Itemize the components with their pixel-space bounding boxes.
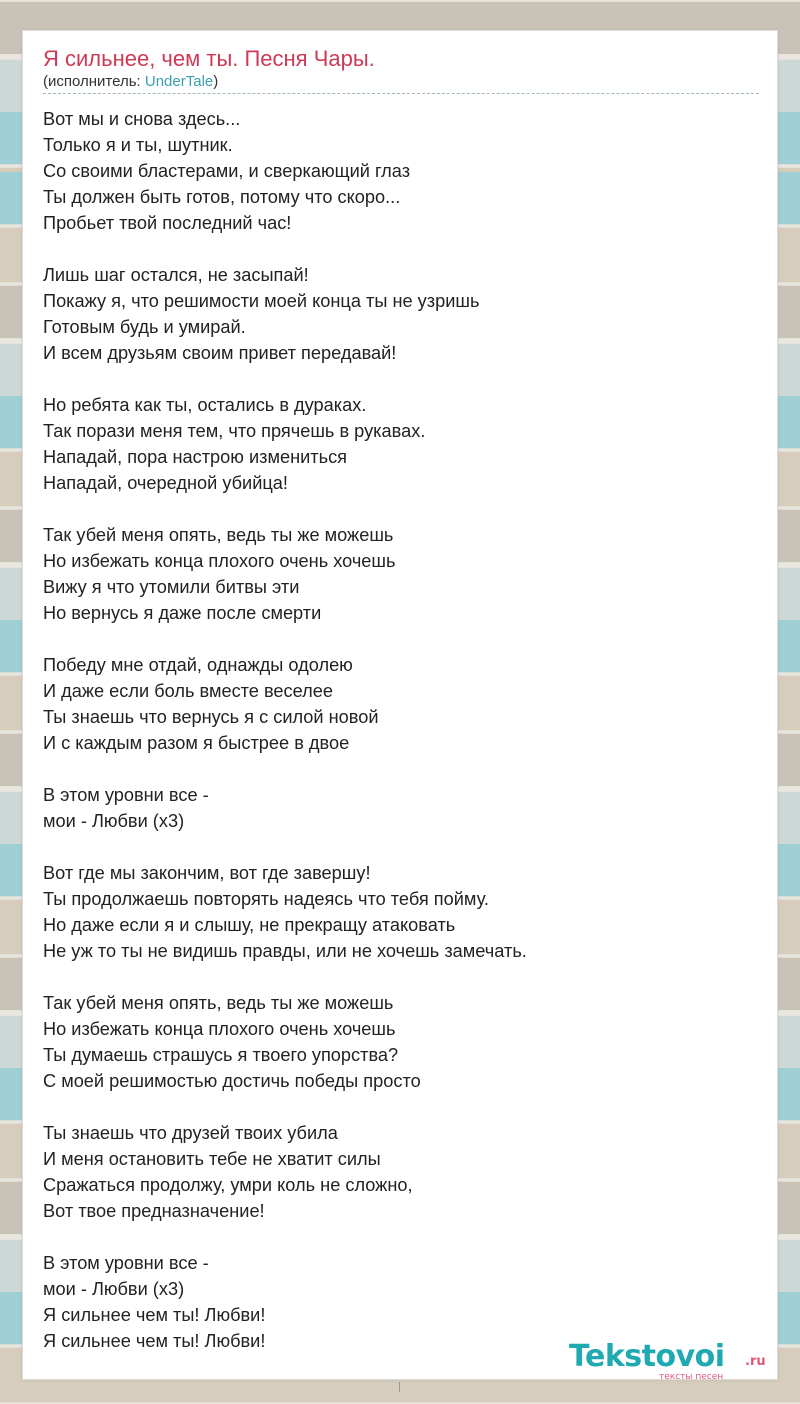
lyric-line: Ты знаешь что вернусь я с силой новой	[43, 707, 379, 727]
lyric-line: Но вернусь я даже после смерти	[43, 603, 322, 623]
lyric-line: Я сильнее чем ты! Любви!	[43, 1331, 266, 1351]
lyric-line: С моей решимостью достичь победы просто	[43, 1071, 421, 1091]
stanza-break	[43, 496, 759, 522]
stanza-break	[43, 626, 759, 652]
lyric-line: Но избежать конца плохого очень хочешь	[43, 551, 396, 571]
stanza-break	[43, 1224, 759, 1250]
lyric-line: Я сильнее чем ты! Любви!	[43, 1305, 266, 1325]
lyric-line: Со своими бластерами, и сверкающий глаз	[43, 161, 411, 181]
lyric-line: Лишь шаг остался, не засыпай!	[43, 265, 309, 285]
lyric-line: Ты должен быть готов, потому что скоро...	[43, 187, 401, 207]
lyric-line: Ты продолжаешь повторять надеясь что тебя пойму.	[43, 889, 489, 909]
song-title: Я сильнее, чем ты. Песня Чары.	[43, 46, 375, 71]
lyric-line: И даже если боль вместе веселее	[43, 681, 333, 701]
bottom-tick	[399, 1382, 400, 1392]
lyric-line: Не уж то ты не видишь правды, или не хочешь замечать.	[43, 941, 527, 961]
lyric-line: Так убей меня опять, ведь ты же можешь	[43, 525, 394, 545]
lyric-line: В этом уровни все -	[43, 785, 209, 805]
lyrics-text	[43, 106, 759, 1354]
artist-suffix: )	[213, 73, 219, 90]
artist-link[interactable]: UnderTale	[144, 73, 214, 90]
lyric-line: Но ребята как ты, остались в дураках.	[43, 395, 367, 415]
lyric-line: Вот мы и снова здесь...	[43, 109, 241, 129]
title-divider	[43, 93, 759, 94]
lyric-line: И меня остановить тебе не хватит силы	[43, 1149, 381, 1169]
lyric-line: Покажу я, что решимости моей конца ты не узришь	[43, 291, 480, 311]
lyric-line: Так убей меня опять, ведь ты же можешь	[43, 993, 394, 1013]
lyric-line: Вижу я что утомили битвы эти	[43, 577, 300, 597]
lyric-line: Но избежать конца плохого очень хочешь	[43, 1019, 396, 1039]
lyrics-card	[22, 30, 778, 1380]
stanza-break	[43, 834, 759, 860]
logo-wordmark: Tekstovoi	[569, 1339, 725, 1374]
lyric-line: мои - Любви (x3)	[43, 811, 185, 831]
stanza-break	[43, 964, 759, 990]
lyric-line: Ты знаешь что друзей твоих убила	[43, 1123, 338, 1143]
lyric-line: Пробьет твой последний час!	[43, 213, 292, 233]
lyric-line: И с каждым разом я быстрее в двое	[43, 733, 350, 753]
lyric-line: И всем друзьям своим привет передавай!	[43, 343, 397, 363]
lyric-line: Вот твое предназначение!	[43, 1201, 265, 1221]
lyric-line: В этом уровни все -	[43, 1253, 209, 1273]
lyric-line: мои - Любви (x3)	[43, 1279, 185, 1299]
lyric-line: Победу мне отдай, однажды одолею	[43, 655, 353, 675]
stanza-break	[43, 236, 759, 262]
artist-prefix: (исполнитель:	[43, 73, 145, 90]
stanza-break	[43, 1094, 759, 1120]
lyric-line: Сражаться продолжу, умри коль не сложно,	[43, 1175, 413, 1195]
lyric-line: Нападай, очередной убийца!	[43, 473, 288, 493]
stanza-break	[43, 756, 759, 782]
stanza-break	[43, 366, 759, 392]
lyric-line: Ты думаешь страшусь я твоего упорства?	[43, 1045, 399, 1065]
logo-tagline: тексты песен	[659, 1372, 724, 1382]
site-logo[interactable]	[569, 1339, 779, 1383]
lyric-line: Так порази меня тем, что прячешь в рукавах.	[43, 421, 426, 441]
lyric-line: Нападай, пора настрою измениться	[43, 447, 348, 467]
lyric-line: Вот где мы закончим, вот где завершу!	[43, 863, 371, 883]
lyric-line: Только я и ты, шутник.	[43, 135, 233, 155]
artist-line	[43, 73, 218, 90]
lyric-line: Но даже если я и слышу, не прекращу атаковать	[43, 915, 456, 935]
lyric-line: Готовым будь и умирай.	[43, 317, 246, 337]
logo-domain: .ru	[745, 1354, 766, 1369]
